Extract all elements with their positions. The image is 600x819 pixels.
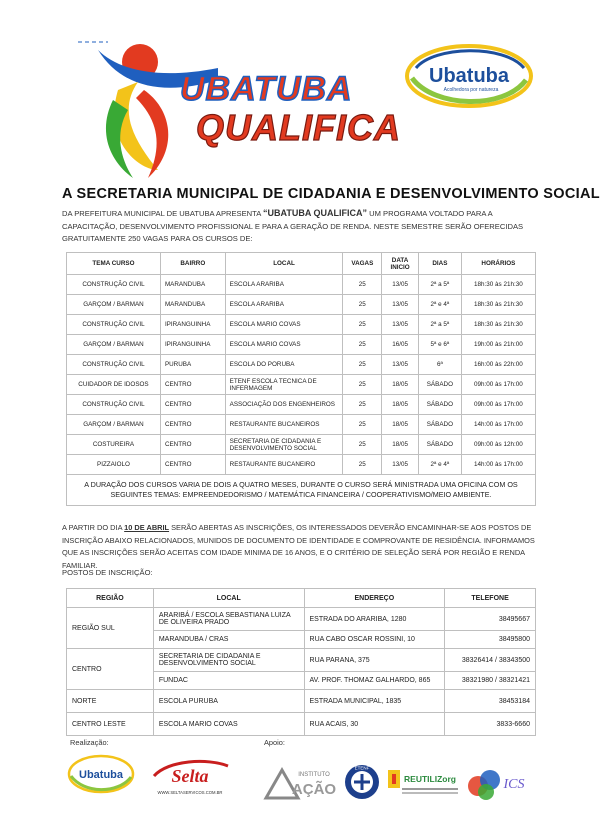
cell-bairro: IPIRANGUINHA <box>160 335 225 355</box>
cell-telefone: 38495800 <box>445 631 536 649</box>
cell-local: RESTAURANTE BUCANEIRO <box>225 455 343 475</box>
table-row <box>67 649 536 672</box>
cell-vagas: 25 <box>343 455 382 475</box>
ubatuba-qualifica-logo <box>78 20 401 182</box>
table-row <box>67 713 536 736</box>
footer-ics-logo <box>460 764 530 802</box>
footer-ics-text: ICS <box>503 777 525 792</box>
intro-highlight: “UBATUBA QUALIFICA” <box>263 208 367 218</box>
cell-vagas: 25 <box>343 375 382 395</box>
col-header-data-inicio: DATA INICIO <box>382 253 419 275</box>
cell-data: 18/05 <box>382 375 419 395</box>
cell-dias: SÁBADO <box>418 395 461 415</box>
col-header-telefone: TELEFONE <box>445 589 536 608</box>
postos-title: POSTOS DE INSCRIÇÃO: <box>62 568 153 577</box>
table-row <box>67 455 536 475</box>
cell-telefone: 38495667 <box>445 608 536 631</box>
cell-regiao: REGIÃO SUL <box>67 608 154 649</box>
footer-instituto-acao-logo <box>262 764 342 802</box>
cell-vagas: 25 <box>343 335 382 355</box>
cell-horario: 14h:00 às 17h:00 <box>461 455 535 475</box>
col-header-local: LOCAL <box>153 589 304 608</box>
cell-horario: 09h:00 às 12h:00 <box>461 435 535 455</box>
cell-bairro: CENTRO <box>160 375 225 395</box>
cell-bairro: PURUBA <box>160 355 225 375</box>
cell-tema: COSTUREIRA <box>67 435 161 455</box>
cell-bairro: CENTRO <box>160 435 225 455</box>
footer-ubatuba-logo <box>66 752 136 796</box>
cell-tema: CUIDADOR DE IDOSOS <box>67 375 161 395</box>
cell-horario: 14h:00 às 17h:00 <box>461 415 535 435</box>
cell-tema: CONSTRUÇÃO CIVIL <box>67 275 161 295</box>
col-header-regiao: REGIÃO <box>67 589 154 608</box>
table-row <box>67 395 536 415</box>
cell-endereco: RUA PARANA, 375 <box>304 649 445 672</box>
footer-reutilizorg-logo <box>386 766 460 800</box>
table-row <box>67 275 536 295</box>
cell-data: 13/05 <box>382 455 419 475</box>
cell-vagas: 25 <box>343 415 382 435</box>
locations-header-row <box>67 589 536 608</box>
footer-selta-url: WWW.SELTASERVICOS.COM.BR <box>157 790 223 795</box>
cell-endereco: RUA ACAIS, 30 <box>304 713 445 736</box>
cell-dias: 2ª e 4ª <box>418 455 461 475</box>
cell-horario: 18h:30 às 21h:30 <box>461 295 535 315</box>
cell-endereco: ESTRADA DO ARARIBA, 1280 <box>304 608 445 631</box>
cell-dias: 2ª a 5ª <box>418 315 461 335</box>
cell-local: ESCOLA MARIO COVAS <box>225 335 343 355</box>
cell-telefone: 38453184 <box>445 690 536 713</box>
cell-endereco: ESTRADA MUNICIPAL, 1835 <box>304 690 445 713</box>
col-header-dias: DIAS <box>418 253 461 275</box>
ubatuba-city-logo <box>404 38 534 110</box>
cell-bairro: CENTRO <box>160 455 225 475</box>
table-row <box>67 608 536 631</box>
col-header-endereco: ENDEREÇO <box>304 589 445 608</box>
footer-etenf-logo <box>342 762 382 802</box>
cell-tema: GARÇOM / BARMAN <box>67 415 161 435</box>
cell-local: SECRETARIA DE CIDADANIA E DESENVOLVIMENTO SOCIAL <box>225 435 343 455</box>
cell-data: 13/05 <box>382 355 419 375</box>
cell-dias: 5ª e 6ª <box>418 335 461 355</box>
table-row <box>67 415 536 435</box>
cell-telefone: 3833-6660 <box>445 713 536 736</box>
logo-line2: QUALIFICA <box>196 107 401 148</box>
cell-data: 13/05 <box>382 295 419 315</box>
locations-table <box>66 588 536 736</box>
col-header-bairro: BAIRRO <box>160 253 225 275</box>
footer-selta-logo <box>148 756 232 798</box>
cell-horario: 18h:30 às 21h:30 <box>461 275 535 295</box>
cell-bairro: MARANDUBA <box>160 275 225 295</box>
cell-tema: GARÇOM / BARMAN <box>67 295 161 315</box>
registration-before: A PARTIR DO DIA <box>62 523 125 532</box>
col-header-local: LOCAL <box>225 253 343 275</box>
cell-tema: GARÇOM / BARMAN <box>67 335 161 355</box>
cell-local: ASSOCIAÇÃO DOS ENGENHEIROS <box>225 395 343 415</box>
cell-local: ESCOLA MARIO COVAS <box>153 713 304 736</box>
cell-data: 18/05 <box>382 395 419 415</box>
cell-local: FUNDAC <box>153 672 304 690</box>
cell-vagas: 25 <box>343 275 382 295</box>
table-row <box>67 315 536 335</box>
document-title: A SECRETARIA MUNICIPAL DE CIDADANIA E DESENVOLVIMENTO SOCIAL <box>62 186 600 202</box>
cell-data: 18/05 <box>382 435 419 455</box>
intro-before: DA PREFEITURA MUNICIPAL DE UBATUBA APRESENTA <box>62 209 263 218</box>
cell-telefone: 38321980 / 38321421 <box>445 672 536 690</box>
cell-vagas: 25 <box>343 315 382 335</box>
table-row <box>67 295 536 315</box>
cell-local: ETENF ESCOLA TECNICA DE INFERMAGEM <box>225 375 343 395</box>
cell-data: 16/05 <box>382 335 419 355</box>
cell-endereco: AV. PROF. THOMAZ GALHARDO, 865 <box>304 672 445 690</box>
footer-acao-text: AÇÃO <box>291 781 337 798</box>
cell-local: ARARIBÁ / ESCOLA SEBASTIANA LUIZA DE OLIVEIRA PRADO <box>153 608 304 631</box>
cell-data: 13/05 <box>382 275 419 295</box>
city-logo-text: Ubatuba <box>429 65 509 87</box>
registration-date: 10 DE ABRIL <box>124 523 170 532</box>
col-header-tema: TEMA CURSO <box>67 253 161 275</box>
footer-etenf-text: ETENF <box>354 765 370 771</box>
courses-note: A DURAÇÃO DOS CURSOS VARIA DE DOIS A QUATRO MESES, DURANTE O CURSO SERÁ MINISTRADA UMA OFICINA COM OS SEGUINTES TEMAS: EMPREENDEDORISMO / MATEMÁTICA FINANCEIRA / COOPERATIVISMO/MEIO AMBIENTE. <box>67 475 536 506</box>
cell-data: 18/05 <box>382 415 419 435</box>
cell-vagas: 25 <box>343 295 382 315</box>
cell-local: ESCOLA ARARIBA <box>225 295 343 315</box>
cell-tema: CONSTRUÇÃO CIVIL <box>67 395 161 415</box>
cell-regiao: CENTRO LESTE <box>67 713 154 736</box>
table-row <box>67 690 536 713</box>
apoio-label: Apoio: <box>264 738 285 747</box>
registration-paragraph <box>62 522 540 572</box>
col-header-horarios: HORÁRIOS <box>461 253 535 275</box>
cell-local: MARANDUBA / CRAS <box>153 631 304 649</box>
courses-table <box>66 252 536 506</box>
cell-regiao: CENTRO <box>67 649 154 690</box>
footer-reutilizorg-text: REUTILIZorg <box>404 774 456 784</box>
cell-horario: 16h:00 às 22h:00 <box>461 355 535 375</box>
intro-after: UM PROGRAMA VOLTADO PARA A CAPACITAÇÃO, DESENVOLVIMENTO PROFISSIONAL E PARA A GERAÇÃO DE RENDA. NESTE SEMESTRE SERÃO OFERECIDAS GRATUITAMENTE 250 VAGAS PARA OS CURSOS DE: <box>62 209 524 243</box>
registration-after: SERÃO ABERTAS AS INSCRIÇÕES, OS INTERESSADOS DEVERÃO ENCAMINHAR-SE AOS POSTOS DE INSCRIÇÃO ABAIXO RELACIONADOS, MUNIDOS DE DOCUMENTO DE IDENTIDADE E COMPROVANTE DE RESIDÊNCIA. INFORMAMOS QUE AS INSCRIÇÕES SERÃO ACEITAS COM IDADE MINIMA DE 16 ANOS, E O CRITÉRIO DE SELEÇÃO SERÁ POR REGIÃO E RENDA FAMILIAR. <box>62 523 535 570</box>
cell-tema: PIZZAIOLO <box>67 455 161 475</box>
cell-local: ESCOLA ARARIBA <box>225 275 343 295</box>
cell-vagas: 25 <box>343 395 382 415</box>
cell-dias: 2ª a 5ª <box>418 275 461 295</box>
cell-tema: CONSTRUÇÃO CIVIL <box>67 355 161 375</box>
table-row <box>67 435 536 455</box>
cell-bairro: IPIRANGUINHA <box>160 315 225 335</box>
cell-data: 13/05 <box>382 315 419 335</box>
table-row <box>67 355 536 375</box>
cell-local: ESCOLA PURUBA <box>153 690 304 713</box>
cell-local: SECRETARIA DE CIDADANIA E DESENVOLVIMENTO SOCIAL <box>153 649 304 672</box>
cell-dias: SÁBADO <box>418 415 461 435</box>
cell-horario: 19h:00 às 21h:00 <box>461 335 535 355</box>
cell-bairro: CENTRO <box>160 395 225 415</box>
cell-dias: 2ª e 4ª <box>418 295 461 315</box>
cell-local: ESCOLA DO PORUBA <box>225 355 343 375</box>
cell-tema: CONSTRUÇÃO CIVIL <box>67 315 161 335</box>
cell-vagas: 25 <box>343 435 382 455</box>
cell-local: ESCOLA MARIO COVAS <box>225 315 343 335</box>
cell-local: RESTAURANTE BUCANEIROS <box>225 415 343 435</box>
cell-vagas: 25 <box>343 355 382 375</box>
col-header-vagas: VAGAS <box>343 253 382 275</box>
cell-bairro: CENTRO <box>160 415 225 435</box>
cell-dias: SÁBADO <box>418 375 461 395</box>
cell-dias: SÁBADO <box>418 435 461 455</box>
intro-paragraph <box>62 207 540 246</box>
cell-endereco: RUA CABO OSCAR ROSSINI, 10 <box>304 631 445 649</box>
footer-ubatuba-text: Ubatuba <box>79 769 123 781</box>
courses-header-row <box>67 253 536 275</box>
realizacao-label: Realização: <box>70 738 109 747</box>
cell-horario: 09h:00 às 17h:00 <box>461 395 535 415</box>
table-row <box>67 335 536 355</box>
courses-note-row <box>67 475 536 506</box>
cell-dias: 6ª <box>418 355 461 375</box>
cell-regiao: NORTE <box>67 690 154 713</box>
logo-line1: UBATUBA <box>180 70 353 108</box>
cell-bairro: MARANDUBA <box>160 295 225 315</box>
cell-horario: 18h:30 às 21h:30 <box>461 315 535 335</box>
table-row <box>67 375 536 395</box>
city-logo-tagline: Acolhedora por natureza <box>443 87 499 93</box>
cell-horario: 09h:00 às 17h:00 <box>461 375 535 395</box>
cell-telefone: 38326414 / 38343500 <box>445 649 536 672</box>
footer-selta-text: Selta <box>171 766 209 786</box>
footer-instituto-text: INSTITUTO <box>298 772 330 778</box>
